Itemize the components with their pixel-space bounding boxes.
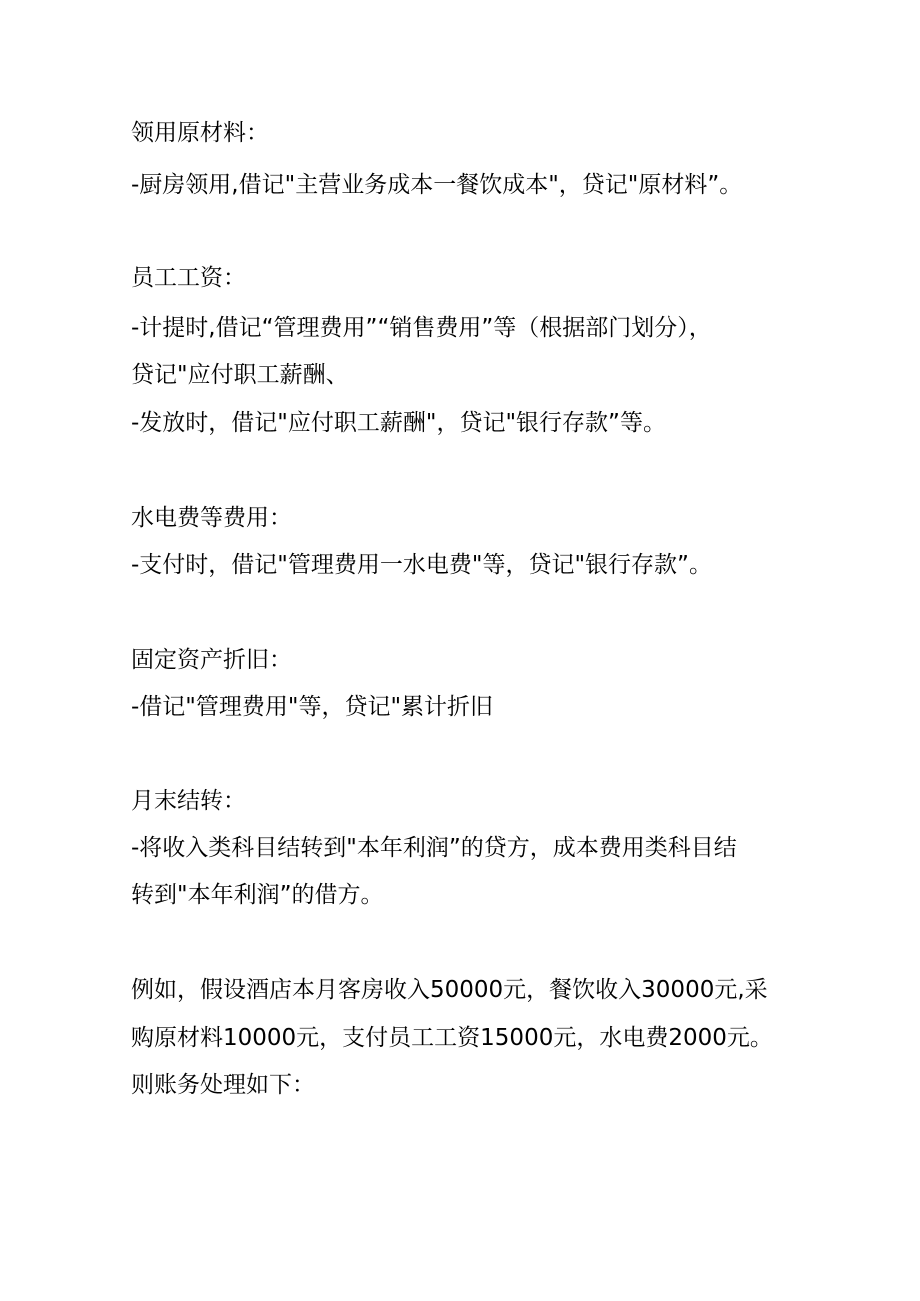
section-heading-utilities: 水电费等费用： bbox=[131, 505, 292, 531]
section-line: 转到"本年利润”的借方。 bbox=[131, 882, 384, 908]
section-line: -发放时，借记"应付职工薪酬"，贷记"银行存款”等。 bbox=[131, 410, 666, 436]
section-line: -将收入类科目结转到"本年利润”的贷方，成本费用类科目结 bbox=[131, 835, 737, 861]
section-line: -计提时,借记“管理费用”“销售费用”等（根据部门划分）， bbox=[131, 315, 712, 341]
section-heading-month-end: 月末结转： bbox=[131, 788, 246, 814]
example-line: 例如，假设酒店本月客房收入50000元，餐饮收入30000元,采 bbox=[131, 977, 768, 1003]
section-line: 贷记"应付职工薪酬、 bbox=[131, 362, 349, 388]
section-line: -厨房领用,借记"主营业务成本一餐饮成本"，贷记"原材料”。 bbox=[131, 172, 743, 198]
section-line: -支付时，借记"管理费用一水电费"等，贷记"银行存款”。 bbox=[131, 552, 712, 578]
section-heading-depreciation: 固定资产折旧： bbox=[131, 647, 292, 673]
section-heading-wages: 员工工资： bbox=[131, 265, 246, 291]
section-heading-raw-materials: 领用原材料： bbox=[131, 120, 269, 146]
example-line: 则账务处理如下： bbox=[131, 1072, 315, 1098]
example-line: 购原材料10000元，支付员工工资15000元，水电费2000元。 bbox=[131, 1025, 773, 1051]
section-line: -借记"管理费用"等，贷记"累计折旧 bbox=[131, 694, 494, 720]
